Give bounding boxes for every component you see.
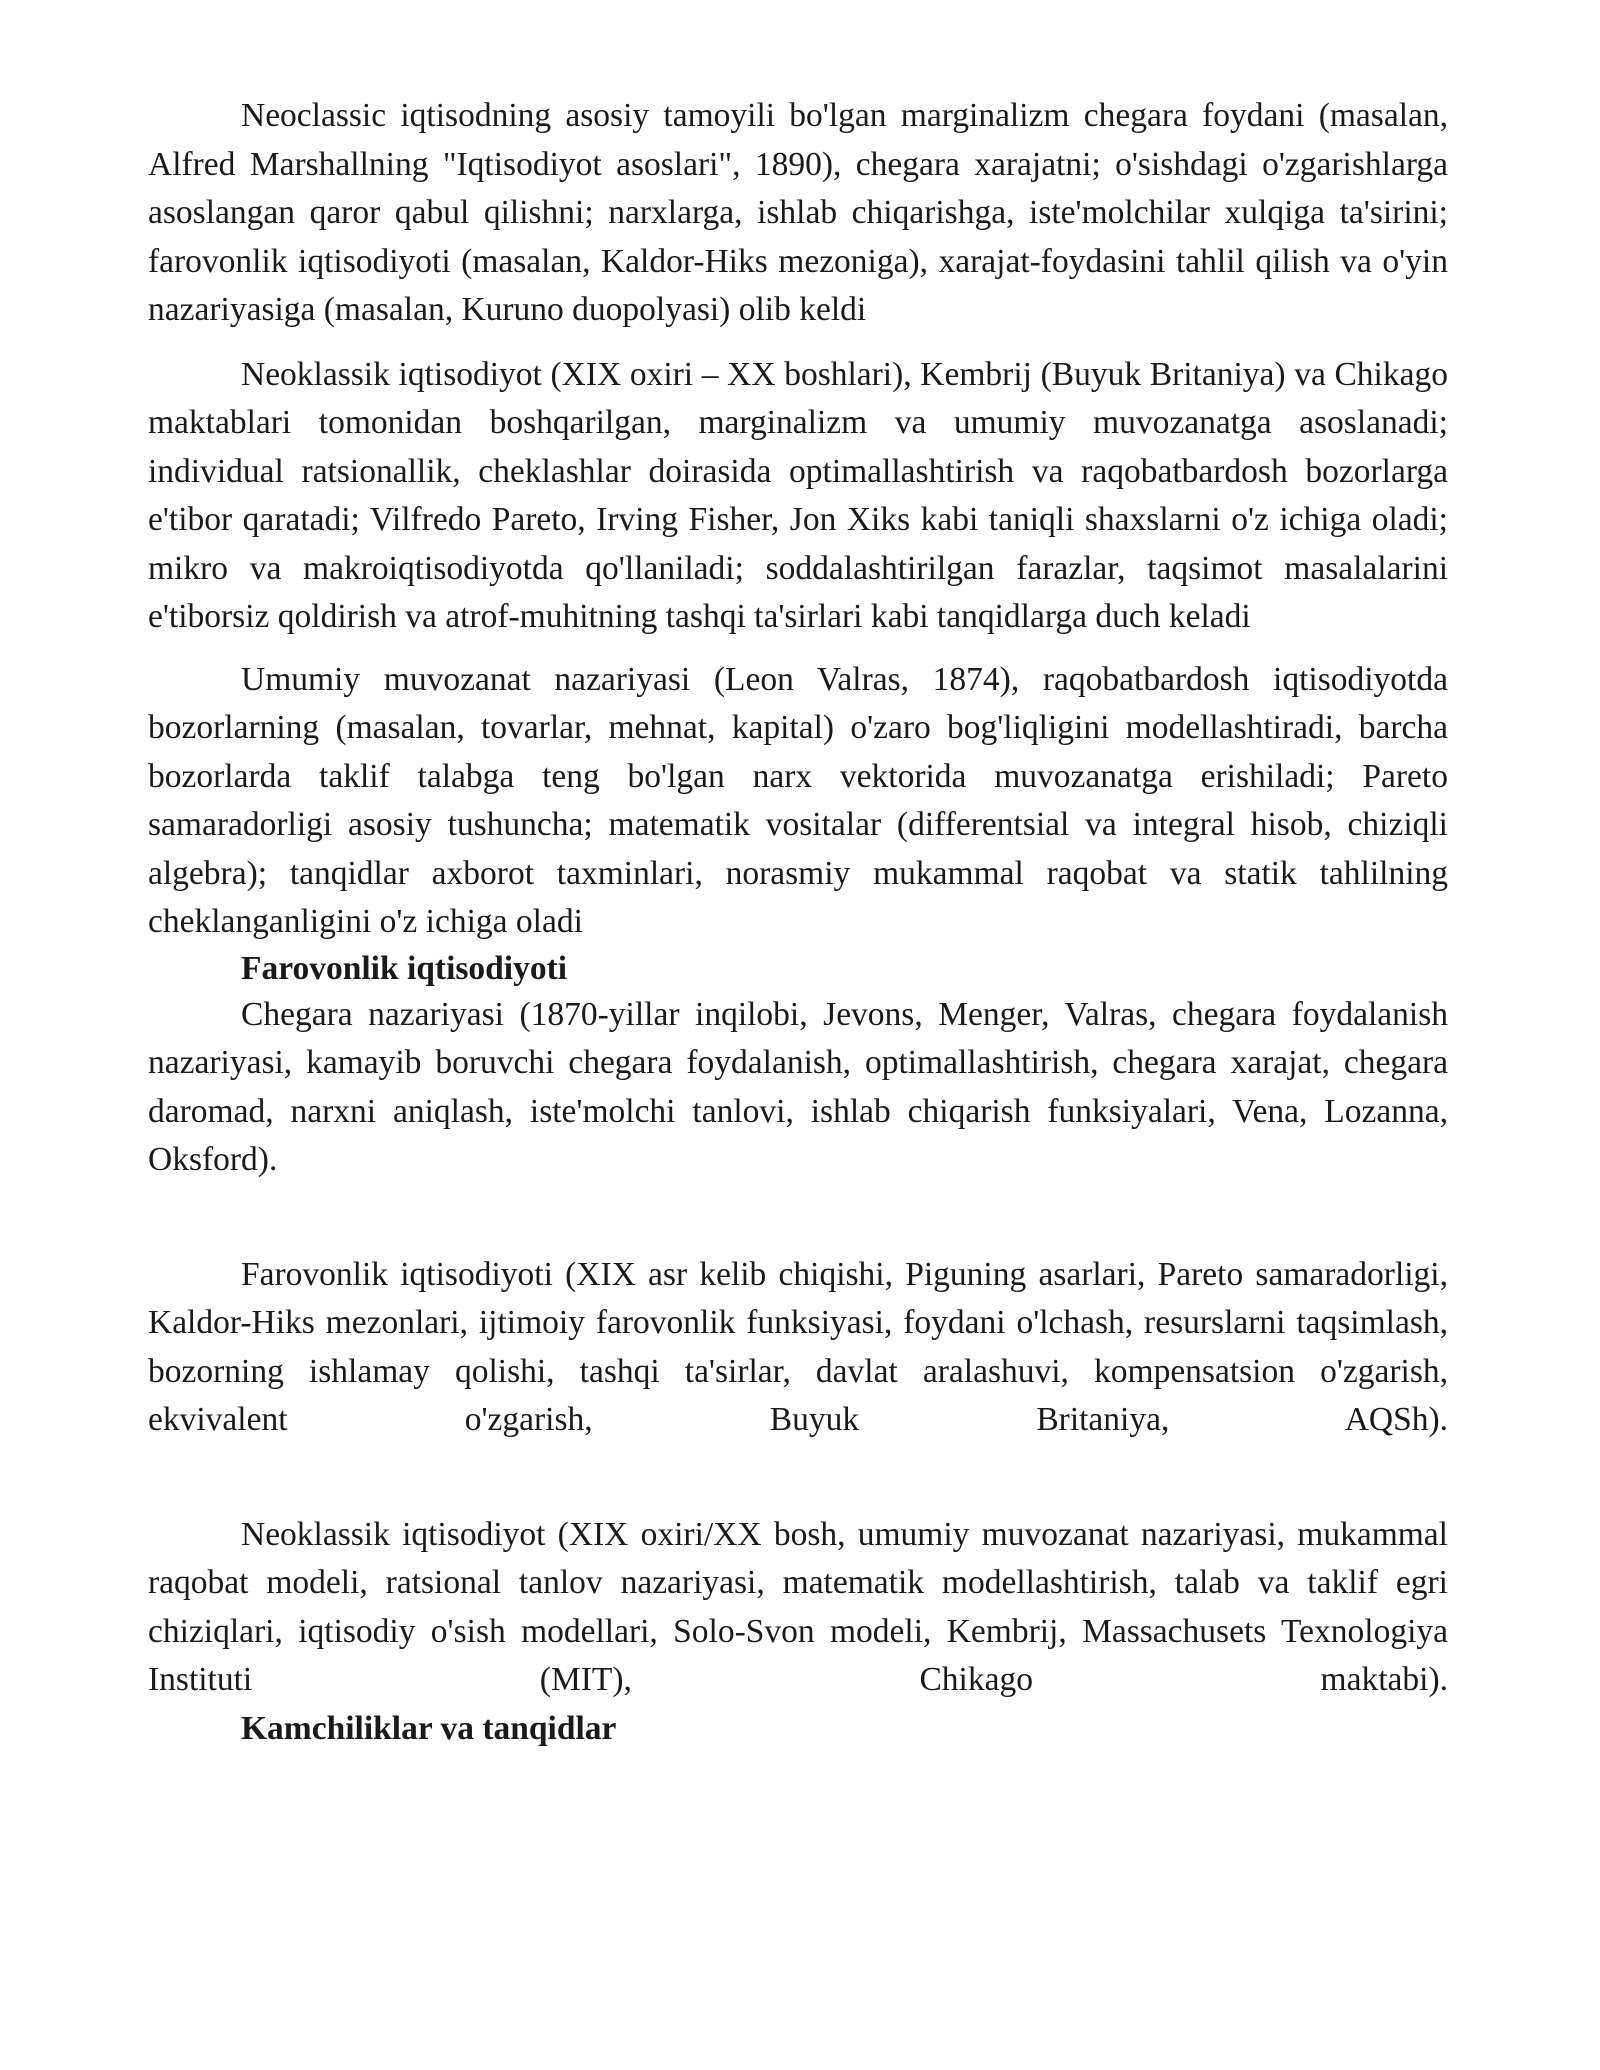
paragraph-welfare-economics: Farovonlik iqtisodiyoti (XIX asr kelib chiqishi, Piguning asarlari, Pareto samaradorligi, Kaldor-Hiks mezonlari, ijtimoiy farovonlik funksiyasi, foydani o'lchash, resurslarni taqsimlash, bozorning ishlamay qolishi, tashqi ta'sirlar, davlat aralashuvi, kompensatsion o'zgarish, ekvivalent o'zgarish, Buyuk Britaniya, AQSh). [148,1255,1448,1438]
paragraph-general-equilibrium: Umumiy muvozanat nazariyasi (Leon Valras, 1874), raqobatbardosh iqtisodiyotda bozorlarning (masalan, tovarlar, mehnat, kapital) o'zaro bog'liqligini modellashtiradi, barcha bozorlarda taklif talabga teng bo'lgan narx vektorida muvozanatga erishiladi; Pareto samaradorligi asosiy tushuncha; matematik vositalar (differentsial va integral hisob, chiziqli algebra); tanqidlar axborot taxminlari, norasmiy mukammal raqobat va statik tahlilning cheklanganligini o'z ichiga oladi [148,660,1448,940]
section-heading-shortcomings-critiques: Kamchiliklar va tanqidlar [241,1709,617,1747]
paragraph-neoclassical-summary: Neoklassik iqtisodiyot (XIX oxiri/XX bosh, umumiy muvozanat nazariyasi, mukammal raqobat modeli, ratsional tanlov nazariyasi, matematik modellashtirish, talab va taklif egri chiziqlari, iqtisodiy o'sish modellari, Solo-Svon modeli, Kembrij, Massachusets Texnologiya Instituti (MIT), Chikago maktabi). [148,1515,1448,1698]
section-heading-welfare-economics: Farovonlik iqtisodiyoti [241,949,568,987]
paragraph-marginalism: Neoclassic iqtisodning asosiy tamoyili bo'lgan marginalizm chegara foydani (masalan, Alfred Marshallning "Iqtisodiyot asoslari", 1890), chegara xarajatni; o'sishdagi o'zgarishlarga asoslangan qaror qabul qilishni; narxlarga, ishlab chiqarishga, iste'molchilar xulqiga ta'sirini; farovonlik iqtisodiyoti (masalan, Kaldor-Hiks mezoniga), xarajat-foydasini tahlil qilish va o'yin nazariyasiga (masalan, Kuruno duopolyasi) olib keldi [148,97,1448,328]
document-page [148,92,1448,1753]
paragraph-neoclassical-economics: Neoklassik iqtisodiyot (XIX oxiri – XX boshlari), Kembrij (Buyuk Britaniya) va Chikago maktablari tomonidan boshqarilgan, marginalizm va umumiy muvozanatga asoslanadi; individual ratsionallik, cheklashlar doirasida optimallashtirish va raqobatbardosh bozorlarga e'tibor qaratadi; Vilfredo Pareto, Irving Fisher, Jon Xiks kabi taniqli shaxslarni o'z ichiga oladi; mikro va makroiqtisodiyotda qo'llaniladi; soddalashtirilgan farazlar, taqsimot masalalarini e'tiborsiz qoldirish va atrof-muhitning tashqi ta'sirlari kabi tanqidlarga duch keladi [148,355,1448,635]
paragraph-marginal-theory: Chegara nazariyasi (1870-yillar inqilobi, Jevons, Menger, Valras, chegara foydalanish nazariyasi, kamayib boruvchi chegara foydalanish, optimallashtirish, chegara xarajat, chegara daromad, narxni aniqlash, iste'molchi tanlovi, ishlab chiqarish funksiyalari, Vena, Lozanna, Oksford). [148,995,1448,1178]
